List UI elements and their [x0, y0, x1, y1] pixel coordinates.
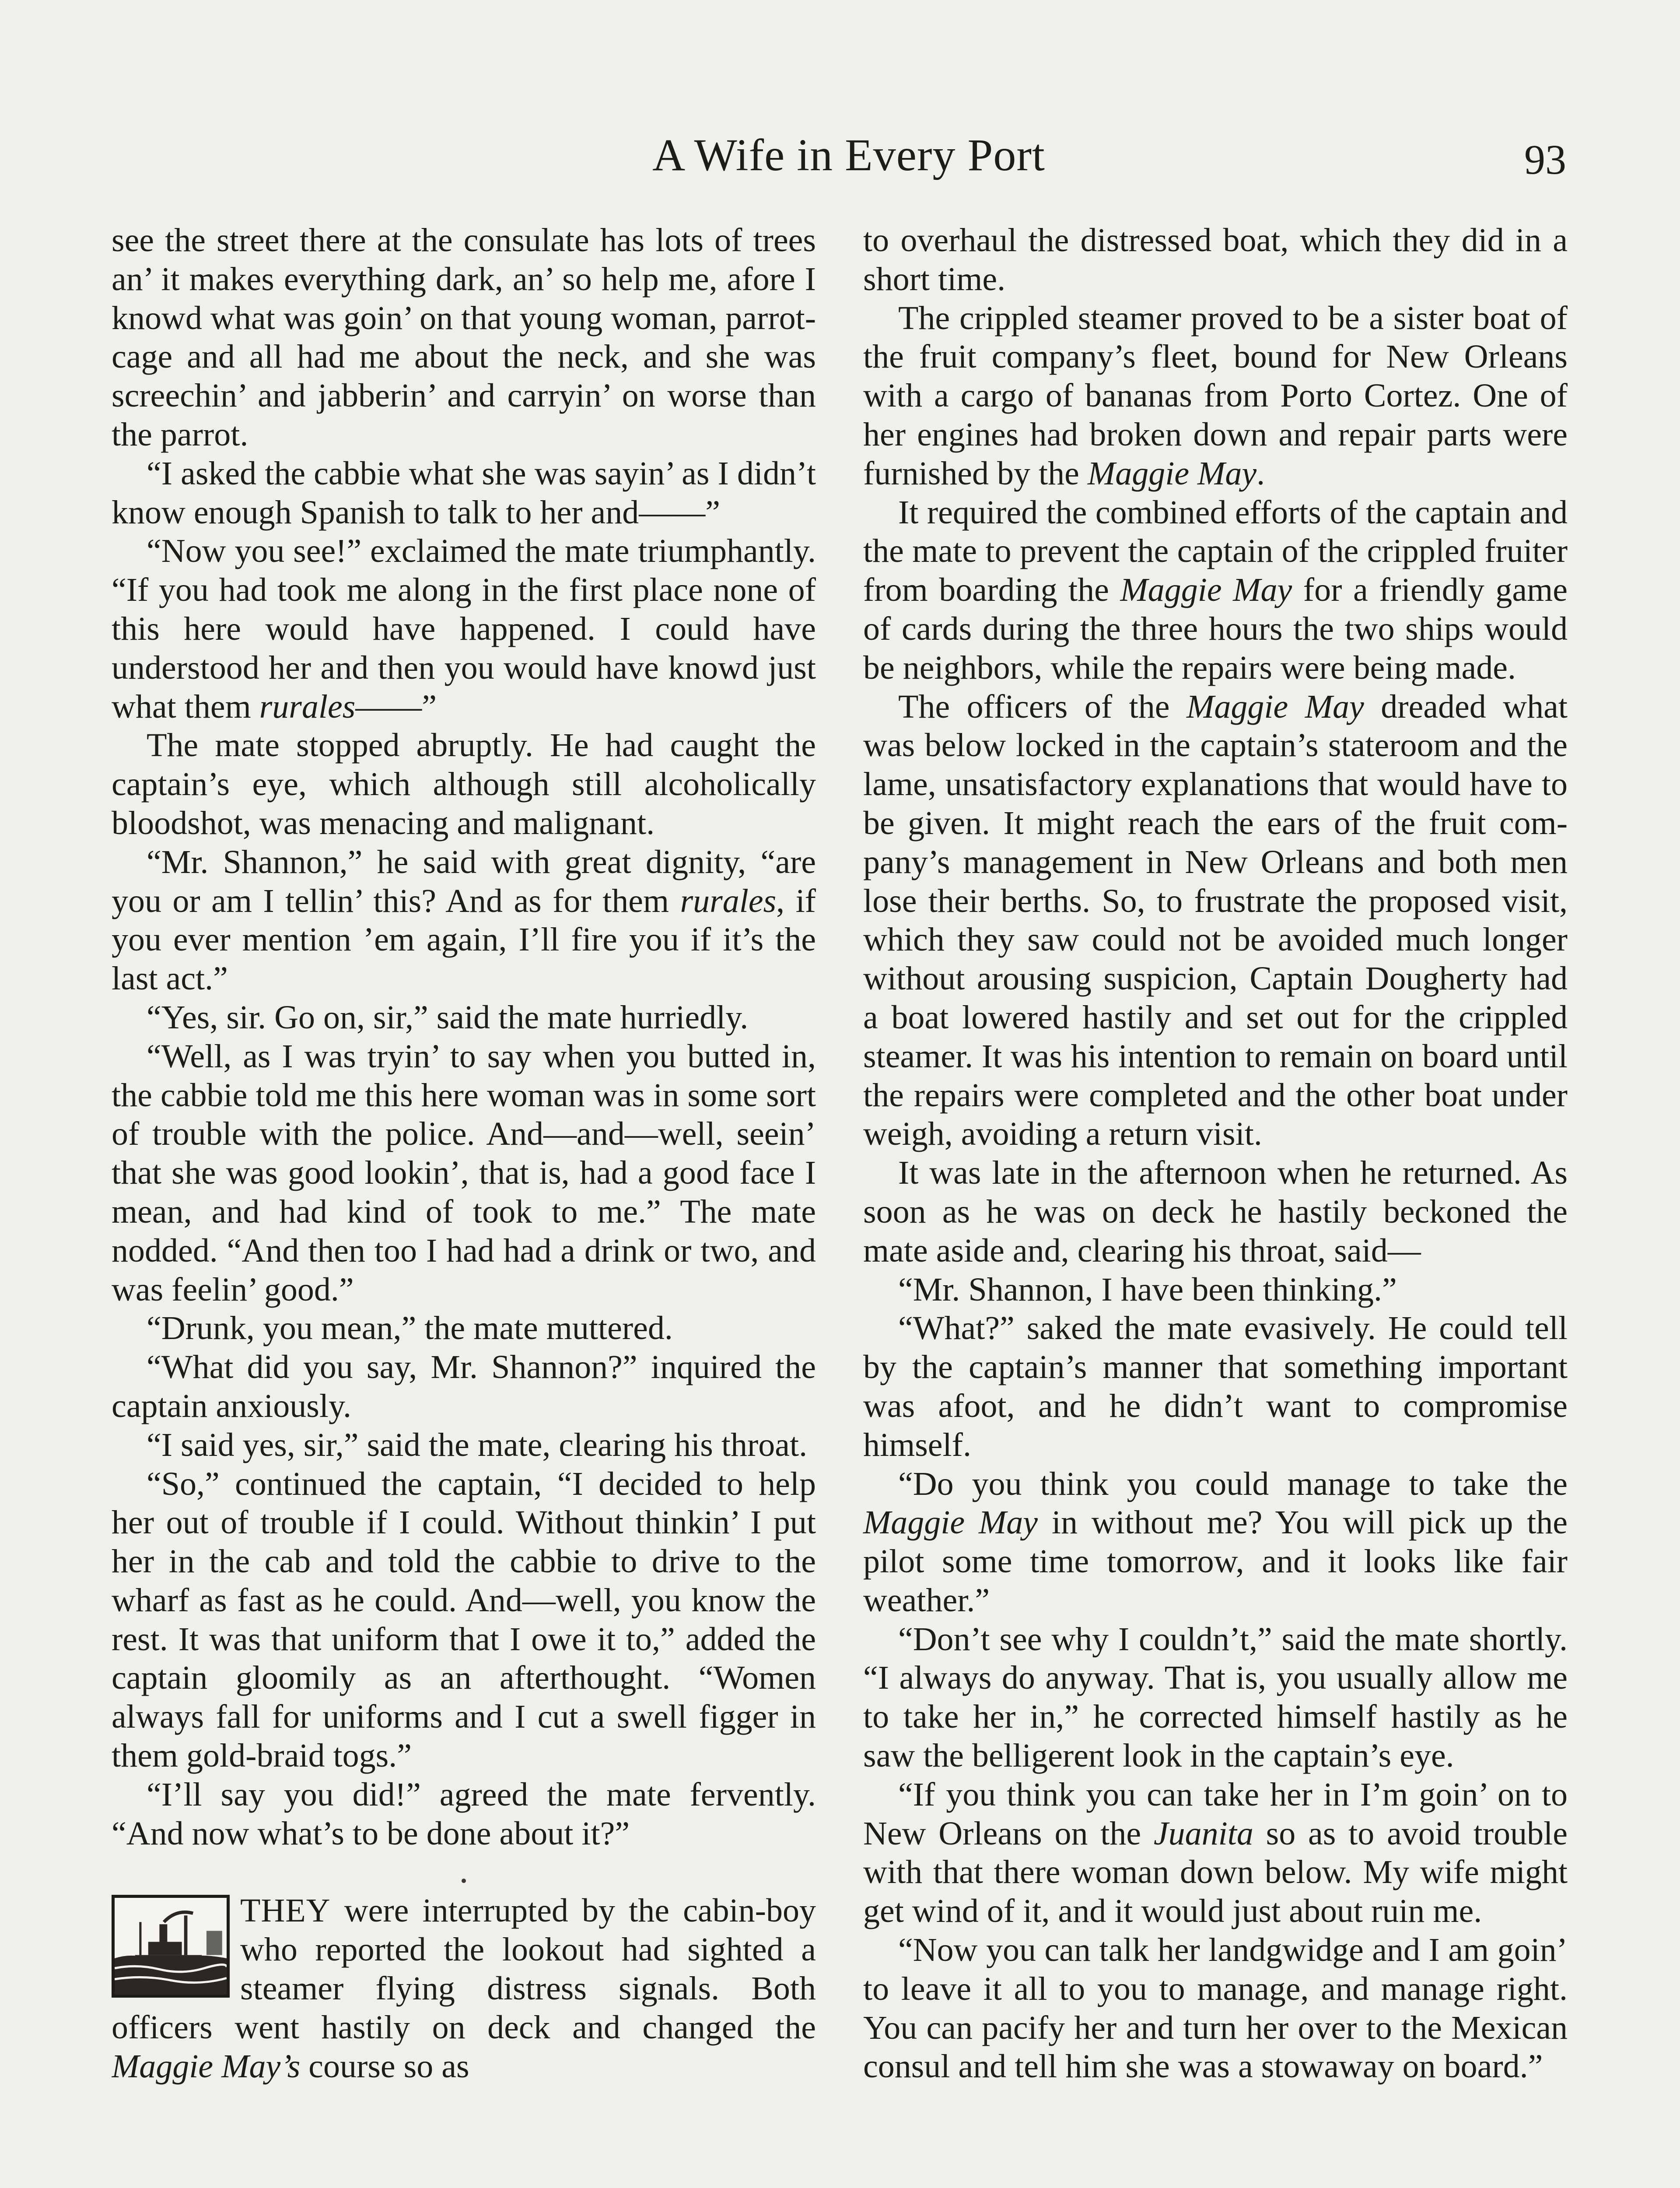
italic-term: Maggie May	[1186, 688, 1364, 725]
paragraph: “Yes, sir. Go on, sir,” said the mate hurriedly.	[147, 999, 749, 1036]
paragraph	[112, 532, 816, 726]
italic-term: Maggie May	[863, 1504, 1038, 1541]
section-lead-word: THEY	[240, 1892, 331, 1929]
text-run: , if you ever mention ’em again, I’ll fire you if it’s the last act.”	[112, 882, 816, 997]
text-run: .	[1256, 455, 1265, 492]
text-run: “Mr. Shannon,” he said with great dignity, “are you or am I tellin’ this? And as for them	[112, 843, 816, 919]
text-run: The crippled steamer proved to be a sister boat of the fruit company’s fleet, bound for New Orleans with a cargo of bananas from Porto Cortez. One of her engines had broken down and repair parts were furnished by the	[863, 299, 1568, 492]
paragraph: “I said yes, sir,” said the mate, clearing his throat.	[147, 1426, 808, 1463]
text-run: course so as	[300, 2048, 469, 2085]
paragraph: see the street there at the consulate has lots of trees an’ it makes everything dark, an’ so help me, afore I knowd what was goin’ on that young woman, parrot-cage and all had me about the neck, and she was screechin’ and jabberin’ and carryin’ on worse than the parrot.	[112, 222, 816, 453]
paragraph: It was late in the afternoon when he returned. As soon as he was on deck he hastily beckoned the mate aside and, clearing his throat, said—	[863, 1154, 1568, 1269]
paragraph: “What did you say, Mr. Shannon?” inquired the captain anxiously.	[112, 1349, 816, 1424]
section-break-dot	[462, 1879, 466, 1883]
section-opening	[112, 1891, 816, 2086]
ship-vignette-icon	[112, 1895, 230, 1998]
paragraph: “So,” continued the captain, “I decided to help her out of trouble if I could. Without thinkin’ I put her in the cab and told the cabbie to drive to the wharf as fast as he could. And—well, you know the rest. It was that uniform that I owe it to,” added the captain gloomily as an afterthought. “Women always fall for uniforms and I cut a swell figger in them gold-braid togs.”	[112, 1465, 816, 1774]
paragraph	[863, 1465, 1568, 1620]
text-run: “Do you think you could manage to take the	[898, 1465, 1568, 1502]
paragraph: to overhaul the distressed boat, which they did in a short time.	[863, 222, 1568, 298]
text-run: dreaded what was below locked in the captain’s stateroom and the lame, unsatisfactory explanations that would have to be given. It might reach the ears of the fruit company’s management in New Orleans and both men lose their berths. So, to frustrate the proposed visit, which they saw could not be avoided much longer without arousing suspicion, Captain Dougherty had a boat lowered hastily and set out for the crippled steamer. It was his intention to remain on board until the repairs were completed and the other boat under weigh, avoiding a return visit.	[863, 688, 1568, 1153]
running-header-title: A Wife in Every Port	[652, 130, 1045, 180]
italic-term: rurales	[680, 882, 777, 919]
text-run: so as to avoid trouble with that there woman down below. My wife might get wind of it, and it would just about ruin me.	[863, 1815, 1568, 1930]
paragraph	[863, 687, 1568, 1154]
paragraph: “Mr. Shannon, I have been thinking.”	[898, 1271, 1397, 1308]
paragraph: “Now you can talk her landgwidge and I am goin’ to leave it all to you to manage, and manage right. You can pacify her and turn her over to the Mexican consul and tell him she was a stowaway on board.”	[863, 1932, 1568, 2085]
paragraph: “I’ll say you did!” agreed the mate fervently. “And now what’s to be done about it?”	[112, 1776, 816, 1852]
paragraph: “I asked the cabbie what she was sayin’ as I didn’t know enough Spanish to talk to her and——”	[112, 455, 816, 531]
paragraph: “Don’t see why I couldn’t,” said the mate shortly. “I always do anyway. That is, you usually allow me to take her in,” he corrected himself hastily as he saw the belligerent look in the captain’s eye.	[863, 1620, 1568, 1774]
paragraph	[863, 299, 1568, 493]
italic-term: rurales	[259, 688, 356, 725]
text-run: for a friendly game of cards during the three hours the two ships would be neighbors, while the repairs were being made.	[863, 572, 1568, 686]
italic-term: Maggie May	[1120, 572, 1292, 609]
text-run: in without me? You will pick up the pilot some time tomorrow, and it looks like fair weather.”	[863, 1504, 1568, 1619]
italic-term: Maggie May	[1087, 455, 1257, 492]
left-column	[112, 221, 816, 2086]
paragraph: The mate stopped abruptly. He had caught the captain’s eye, which although still alcoholically bloodshot, was menacing and malignant.	[112, 727, 816, 842]
italic-term: Juanita	[1153, 1815, 1253, 1852]
text-run: were interrupted by the cabin-boy who reported the lookout had sighted a steamer flying distress signals. Both officers went hastily on deck and changed the	[112, 1892, 816, 2046]
paragraph	[863, 493, 1568, 687]
paragraph	[863, 1775, 1568, 1931]
page-number: 93	[1524, 136, 1566, 183]
text-run: The officers of the	[898, 688, 1187, 725]
paragraph: “Drunk, you mean,” the mate muttered.	[147, 1310, 673, 1347]
italic-term: Maggie May’s	[112, 2048, 301, 2085]
paragraph	[112, 843, 816, 998]
section-break	[112, 1853, 816, 1891]
paragraph: “Well, as I was tryin’ to say when you butted in, the cabbie told me this here woman was in some sort of trouble with the police. And—and—well, seein’ that she was good lookin’, that is, had a good face I mean, and had kind of took to me.” The mate nodded. “And then too I had had a drink or two, and was feelin’ good.”	[112, 1038, 816, 1308]
paragraph: “What?” saked the mate evasively. He could tell by the captain’s manner that something important was afoot, and he didn’t want to compromise himself.	[863, 1310, 1568, 1463]
text-run: ——”	[355, 688, 437, 725]
text-run: It required the combined efforts of the captain and the mate to prevent the captain of the crippled fruiter from boarding the	[863, 494, 1568, 609]
text-run: “Now you see!” exclaimed the mate triumphantly. “If you had took me along in the first place none of this here would have happened. I could have understood her and then you would have knowd just what them	[112, 533, 816, 725]
text-run: “If you think you can take her in I’m goin’ on to New Orleans on the	[863, 1776, 1568, 1852]
right-column	[863, 221, 1568, 2086]
